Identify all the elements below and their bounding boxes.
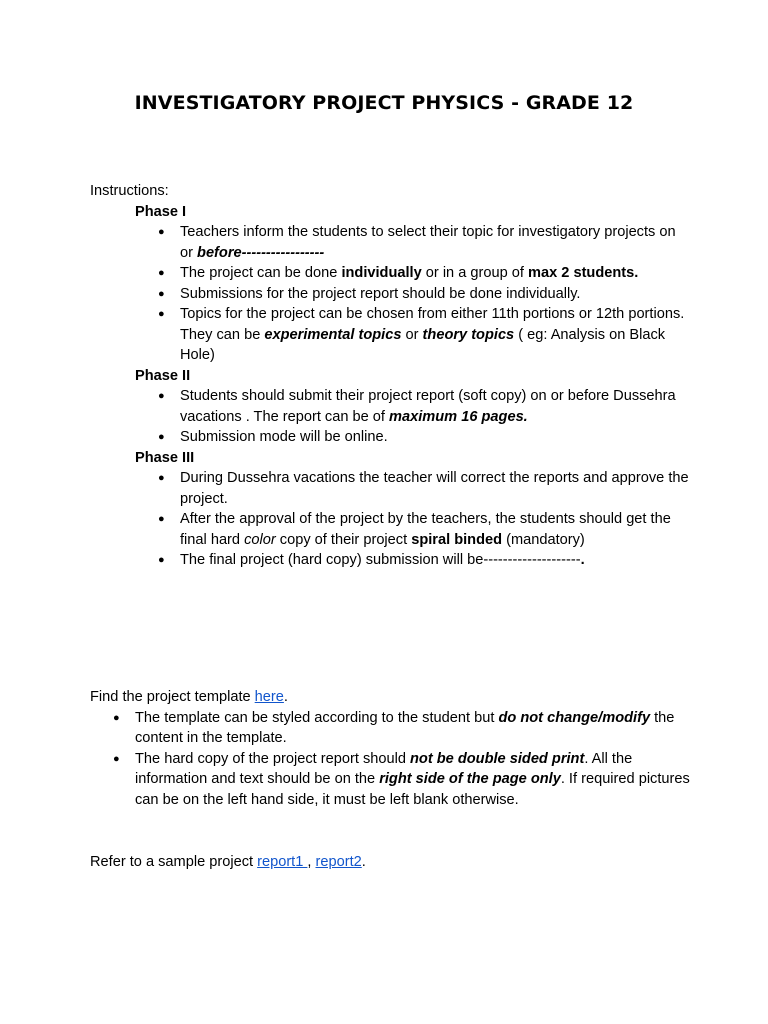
list-item: ● The project can be done individually or in a group of max 2 students.	[90, 263, 690, 284]
list-item: ● Students should submit their project report (soft copy) on or before Dussehra vacations . The report can be of maximum 16 pages.	[90, 386, 690, 427]
phase-2-list	[90, 386, 690, 448]
phase-3-list	[90, 468, 690, 571]
phase-3-heading: Phase III	[135, 449, 195, 466]
template-list	[90, 708, 690, 811]
list-item: ● Submissions for the project report should be done individually.	[90, 284, 690, 305]
list-item: ● Teachers inform the students to select their topic for investigatory projects on or before-----------------	[90, 222, 690, 263]
list-item: ● The template can be styled according to the student but do not change/modify the content in the template.	[90, 708, 690, 749]
phase-1-heading: Phase I	[135, 203, 187, 220]
list-item: ● During Dussehra vacations the teacher will correct the reports and approve the project.	[90, 468, 690, 509]
phase-1-list	[90, 222, 690, 366]
document-title: INVESTIGATORY PROJECT PHYSICS - GRADE 12	[134, 92, 634, 114]
instructions-label: Instructions:	[90, 183, 169, 199]
instructions-section	[90, 181, 690, 571]
template-line: Find the project template here.	[90, 689, 288, 705]
template-section	[90, 687, 690, 810]
sample-section: Refer to a sample project report1 , report2.	[90, 854, 366, 870]
list-item: ● The hard copy of the project report should not be double sided print. All the information and text should be on the right side of the page only. If required pictures can be on the left hand side, it must be left blank otherwise.	[90, 749, 690, 811]
template-link[interactable]: here	[254, 689, 284, 705]
phase-2-heading: Phase II	[135, 367, 191, 384]
list-item: ● The final project (hard copy) submission will be--------------------.	[90, 550, 690, 571]
report2-link[interactable]: report2	[315, 854, 362, 870]
list-item: ● After the approval of the project by the teachers, the students should get the final hard color copy of their project spiral binded (mandatory)	[90, 509, 690, 550]
list-item: ● Topics for the project can be chosen from either 11th portions or 12th portions. They can be experimental topics or theory topics ( eg: Analysis on Black Hole)	[90, 304, 690, 366]
list-item: ● Submission mode will be online.	[90, 427, 690, 448]
report1-link[interactable]: report1	[257, 854, 308, 870]
